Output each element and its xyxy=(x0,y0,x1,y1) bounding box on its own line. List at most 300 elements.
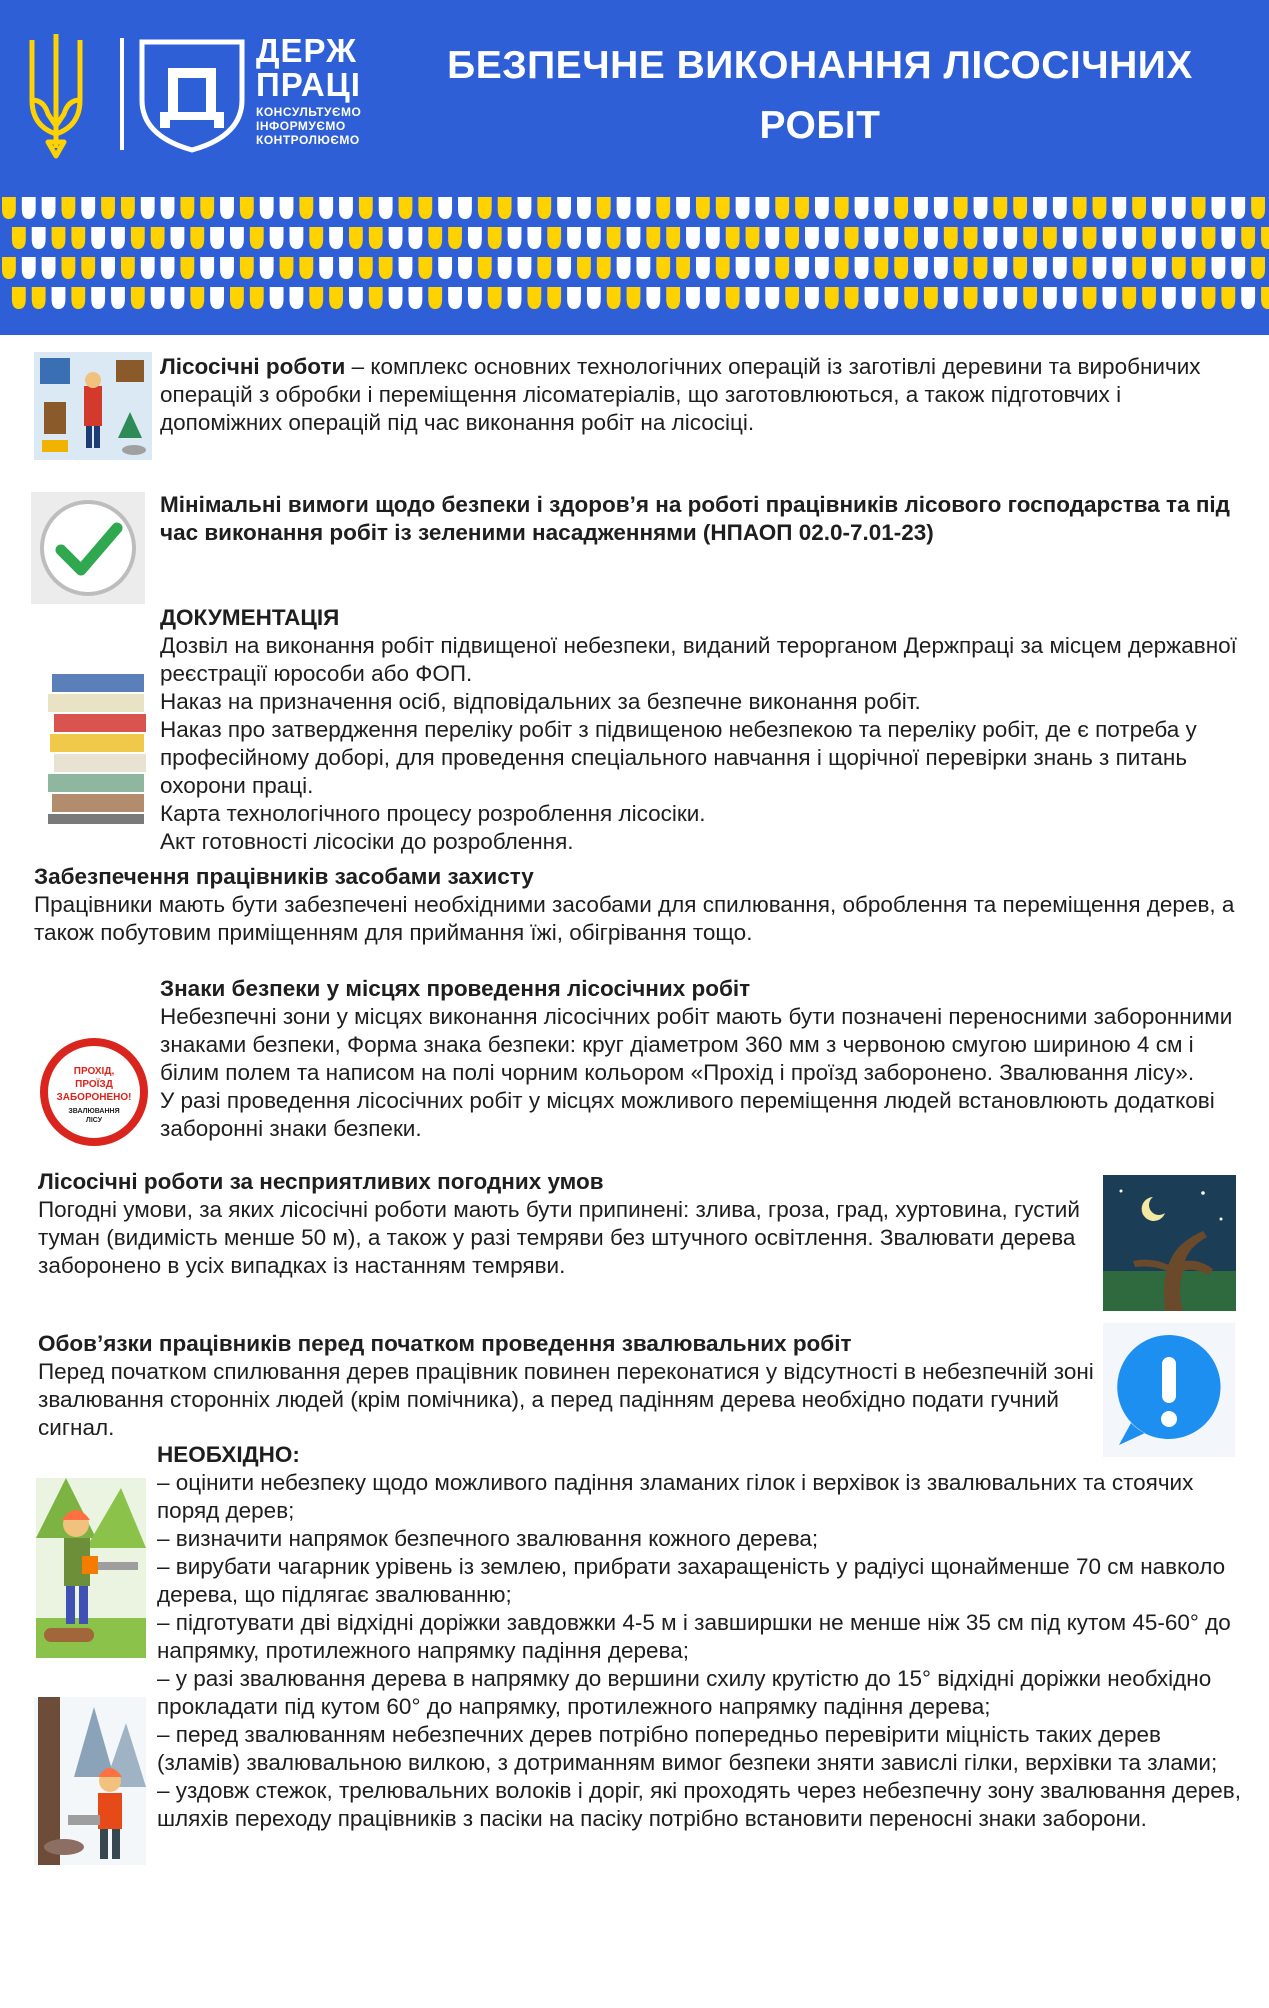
required-item-2: – визначити напрямок безпечного звалювання кожного дерева; xyxy=(157,1526,819,1551)
pattern-shape xyxy=(478,257,492,279)
pattern-shape xyxy=(518,197,532,219)
pattern-shape xyxy=(1023,227,1037,249)
pattern-shape xyxy=(1003,227,1017,249)
pattern-shape xyxy=(1182,287,1196,309)
pattern-shape xyxy=(924,227,938,249)
pattern-shape xyxy=(270,287,284,309)
pattern-shape xyxy=(884,287,898,309)
pattern-shape xyxy=(666,227,680,249)
slogan-1: КОНСУЛЬТУЄМО xyxy=(256,105,362,119)
pattern-shape xyxy=(607,287,621,309)
pattern-shape xyxy=(1063,287,1077,309)
section-requirements-heading xyxy=(160,491,1240,547)
requirements-heading: Мінімальні вимоги щодо безпеки і здоров’я на роботі працівників лісового господарства та під час виконання робіт із зеленими насадженнями (НПАОП 02.0-7.01-23) xyxy=(160,492,1230,545)
pattern-shape xyxy=(1013,197,1027,219)
doc-line-4: Карта технологічного процесу розроблення лісосіки. xyxy=(160,801,706,826)
checkmark-icon xyxy=(31,492,145,604)
pattern-shape xyxy=(1033,197,1047,219)
pattern-shape xyxy=(904,227,918,249)
pattern-shape xyxy=(765,287,779,309)
pattern-shape xyxy=(448,227,462,249)
pattern-shape xyxy=(1122,287,1136,309)
pattern-shape xyxy=(250,227,264,249)
slogan-3: КОНТРОЛЮЄМО xyxy=(256,133,360,147)
signs-heading: Знаки безпеки у місцях проведення лісосічних робіт xyxy=(160,976,751,1001)
pattern-shape xyxy=(22,257,36,279)
pattern-shape xyxy=(825,227,839,249)
pattern-shape xyxy=(329,227,343,249)
pattern-shape xyxy=(210,227,224,249)
pattern-shape xyxy=(260,257,274,279)
pattern-shape xyxy=(983,227,997,249)
divider xyxy=(120,38,124,150)
pattern-shape xyxy=(270,227,284,249)
section-required xyxy=(157,1441,1243,1833)
pattern-shape xyxy=(537,197,551,219)
title-line1: БЕЗПЕЧНЕ ВИКОНАННЯ ЛІСОСІЧНИХ xyxy=(447,44,1193,87)
pattern-shape xyxy=(686,287,700,309)
pattern-shape xyxy=(121,197,135,219)
pattern-shape xyxy=(894,197,908,219)
pattern-shape xyxy=(874,197,888,219)
page-title xyxy=(405,36,1235,156)
pattern-shape xyxy=(587,287,601,309)
pattern-shape xyxy=(865,227,879,249)
pattern-shape xyxy=(369,227,383,249)
pattern-shape xyxy=(42,197,56,219)
pattern-shape xyxy=(934,257,948,279)
pattern-shape xyxy=(399,197,413,219)
pattern-shape xyxy=(141,257,155,279)
pattern-shape xyxy=(874,257,888,279)
pattern-shape xyxy=(399,257,413,279)
pattern-shape xyxy=(1221,287,1235,309)
pattern-shape xyxy=(518,257,532,279)
pattern-shape xyxy=(389,227,403,249)
pattern-shape xyxy=(746,227,760,249)
pattern-shape xyxy=(845,287,859,309)
pattern-shape xyxy=(835,257,849,279)
pattern-shape xyxy=(527,287,541,309)
pattern-shape xyxy=(617,197,631,219)
pattern-shape xyxy=(458,197,472,219)
pattern-shape xyxy=(260,197,274,219)
pattern-shape xyxy=(1043,227,1057,249)
pattern-shape xyxy=(1152,197,1166,219)
pattern-shape xyxy=(359,197,373,219)
pattern-shape xyxy=(1221,227,1235,249)
pattern-shape xyxy=(71,227,85,249)
pattern-shape xyxy=(904,287,918,309)
doc-line-3: Наказ про затвердження переліку робіт з підвищеною небезпекою та переліку робіт, де є потреба у професійному доборі, для проведення спеціального навчання і щорічної перевірки знань з питань охорони праці. xyxy=(160,717,1197,798)
pattern-shape xyxy=(974,257,988,279)
pattern-shape xyxy=(1172,257,1186,279)
required-item-1: – оцінити небезпеку щодо можливого падіння зламаних гілок і верхівок із звалювальних та стоячих поряд дерев; xyxy=(157,1470,1194,1523)
brand-text xyxy=(256,34,361,147)
pattern-shape xyxy=(914,197,928,219)
pattern-shape xyxy=(349,227,363,249)
pattern-shape xyxy=(577,197,591,219)
protection-heading: Забезпечення працівників засобами захисту xyxy=(34,864,534,889)
pattern-shape xyxy=(964,227,978,249)
pattern-shape xyxy=(1053,257,1067,279)
pattern-shape xyxy=(161,197,175,219)
pattern-shape xyxy=(488,227,502,249)
pattern-shape xyxy=(101,257,115,279)
slogan-2: ІНФОРМУЄМО xyxy=(256,119,346,133)
pattern-shape xyxy=(765,227,779,249)
definition-text: – комплекс основних технологічних операцій із заготівлі деревини та виробничих операцій з обробки і переміщення лісоматеріалів, що заготовлюються, а також підготовчих і допоміжних операцій під час виконання робіт на лісосіці. xyxy=(160,354,1201,435)
pattern-shape xyxy=(855,257,869,279)
pattern-shape xyxy=(1231,257,1245,279)
pattern-shape xyxy=(557,257,571,279)
pattern-shape xyxy=(12,227,26,249)
required-item-6: – перед звалюванням небезпечних дерев потрібно попередньо перевірити міцність таких дерев (зламів) звалювальною вилкою, з дотриманням вимог безпеки зняти завислі гілки, верхівки та злами; xyxy=(157,1722,1218,1775)
pattern-shape xyxy=(190,287,204,309)
pattern-shape xyxy=(319,197,333,219)
pattern-shape xyxy=(567,227,581,249)
pattern-shape xyxy=(1033,257,1047,279)
binders-stack-icon xyxy=(44,670,152,826)
pattern-shape xyxy=(855,197,869,219)
pattern-shape xyxy=(1112,197,1126,219)
pattern-shape xyxy=(1241,227,1255,249)
signs-text-2: У разі проведення лісосічних робіт у місцях можливого переміщення людей встановлюють додаткові заборонні знаки безпеки. xyxy=(160,1088,1215,1141)
pattern-shape xyxy=(835,197,849,219)
pattern-shape xyxy=(299,197,313,219)
pattern-shape xyxy=(1261,227,1269,249)
pattern-shape xyxy=(805,287,819,309)
pattern-shape xyxy=(1083,287,1097,309)
pattern-shape xyxy=(2,197,16,219)
pattern-shape xyxy=(1073,257,1087,279)
pattern-shape xyxy=(200,197,214,219)
pattern-shape xyxy=(280,197,294,219)
pattern-shape xyxy=(1102,287,1116,309)
pattern-shape xyxy=(309,287,323,309)
pattern-shape xyxy=(81,257,95,279)
pattern-shape xyxy=(190,227,204,249)
pattern-shape xyxy=(240,257,254,279)
pattern-shape xyxy=(508,287,522,309)
required-item-7: – уздовж стежок, трелювальних волоків і доріг, які проходять через небезпечну зону звалювання дерев, шляхів переходу працівників з пасіки на пасіку потрібно встановити переносні знаки заборони. xyxy=(157,1778,1241,1831)
pattern-shape xyxy=(1202,287,1216,309)
worker-tree-felling-icon xyxy=(34,1697,146,1865)
pattern-shape xyxy=(805,227,819,249)
pattern-shape xyxy=(934,197,948,219)
doc-line-2: Наказ на призначення осіб, відповідальних за безпечне виконання робіт. xyxy=(160,689,921,714)
pattern-shape xyxy=(379,197,393,219)
pattern-shape xyxy=(825,287,839,309)
pattern-shape xyxy=(379,257,393,279)
pattern-shape xyxy=(91,287,105,309)
sign-text-1: ПРОХІД, xyxy=(73,1066,115,1077)
pattern-shape xyxy=(1162,227,1176,249)
pattern-shape xyxy=(468,227,482,249)
pattern-shape xyxy=(1073,197,1087,219)
pattern-shape xyxy=(498,257,512,279)
pattern-shape xyxy=(389,287,403,309)
pattern-shape xyxy=(161,257,175,279)
pattern-shape xyxy=(200,257,214,279)
pattern-shape xyxy=(1132,257,1146,279)
pattern-shape xyxy=(1013,257,1027,279)
pattern-shape xyxy=(81,197,95,219)
pattern-shape xyxy=(210,287,224,309)
pattern-shape xyxy=(52,287,66,309)
exclamation-icon xyxy=(1103,1323,1235,1457)
pattern-shape xyxy=(339,197,353,219)
pattern-shape xyxy=(1053,197,1067,219)
pattern-shape xyxy=(646,227,660,249)
duties-text: Перед початком спилювання дерев працівник повинен переконатися у відсутності в небезпечній зоні звалювання сторонніх людей (крім помічника), а перед падінням дерева необхідно подати гучний сигнал. xyxy=(38,1359,1094,1440)
header-banner xyxy=(0,0,1269,335)
pattern-shape xyxy=(1192,197,1206,219)
pattern-shape xyxy=(1003,287,1017,309)
pattern-shape xyxy=(815,257,829,279)
pattern-shape xyxy=(696,257,710,279)
section-safety-signs xyxy=(160,975,1240,1143)
pattern-shape xyxy=(1023,287,1037,309)
pattern-shape xyxy=(993,257,1007,279)
pattern-shape xyxy=(944,227,958,249)
pattern-shape xyxy=(369,287,383,309)
pattern-shape xyxy=(448,287,462,309)
pattern-shape xyxy=(1182,227,1196,249)
brand-line1: ДЕРЖ xyxy=(256,32,357,69)
duties-heading: Обов’язки працівників перед початком проведення звалювальних робіт xyxy=(38,1331,852,1356)
brand-line2: ПРАЦІ xyxy=(256,66,361,103)
pattern-shape xyxy=(121,257,135,279)
pattern-shape xyxy=(498,197,512,219)
pattern-shape xyxy=(1241,287,1255,309)
pattern-shape xyxy=(458,257,472,279)
pattern-shape xyxy=(329,287,343,309)
section-logging-definition xyxy=(160,353,1240,437)
pattern-shape xyxy=(22,197,36,219)
pattern-shape xyxy=(1172,197,1186,219)
pattern-shape xyxy=(101,197,115,219)
pattern-shape xyxy=(1251,257,1265,279)
pattern-shape xyxy=(597,197,611,219)
sign-text-3: ЗАБОРОНЕНО! xyxy=(56,1092,132,1103)
pattern-shape xyxy=(1063,227,1077,249)
pattern-shape xyxy=(795,257,809,279)
pattern-shape xyxy=(954,197,968,219)
pattern-shape xyxy=(656,197,670,219)
pattern-shape xyxy=(408,227,422,249)
pattern-shape xyxy=(418,197,432,219)
required-heading: НЕОБХІДНО: xyxy=(157,1442,300,1467)
title-line2: РОБІТ xyxy=(759,104,881,147)
pattern-shape xyxy=(141,197,155,219)
doc-line-1: Дозвіл на виконання робіт підвищеної небезпеки, виданий терорганом Держпраці за місцем державної реєстрації юрособи або ФОП. xyxy=(160,633,1237,686)
pattern-shape xyxy=(587,227,601,249)
pattern-shape xyxy=(716,197,730,219)
pattern-shape xyxy=(865,287,879,309)
pattern-shape xyxy=(339,257,353,279)
pattern-shape xyxy=(1142,287,1156,309)
pattern-shape xyxy=(706,227,720,249)
pattern-shape xyxy=(755,197,769,219)
pattern-shape xyxy=(1212,257,1226,279)
pattern-shape xyxy=(52,227,66,249)
pattern-shape xyxy=(290,227,304,249)
documentation-heading: ДОКУМЕНТАЦІЯ xyxy=(160,605,340,630)
pattern-shape xyxy=(230,227,244,249)
pattern-shape xyxy=(577,257,591,279)
required-item-5: – у разі звалювання дерева в напрямку до вершини схилу крутістю до 15° відхідні доріжки необхідно прокладати під кутом 60° до напрямку, протилежного напрямку падіння дерева; xyxy=(157,1666,1212,1719)
shield-logo-icon xyxy=(138,38,246,154)
section-documentation xyxy=(160,604,1240,856)
pattern-shape xyxy=(428,287,442,309)
pattern-shape xyxy=(726,227,740,249)
pattern-shape xyxy=(1093,197,1107,219)
pattern-shape xyxy=(230,287,244,309)
weather-heading: Лісосічні роботи за несприятливих погодних умов xyxy=(38,1169,604,1194)
required-item-3: – вирубати чагарник урівень із землею, прибрати захаращеність у радіусі щонайменше 70 см навколо дерева, що підлягає звалюванню; xyxy=(157,1554,1226,1607)
pattern-shape xyxy=(547,287,561,309)
pattern-shape xyxy=(180,197,194,219)
pattern-shape xyxy=(220,257,234,279)
pattern-shape xyxy=(240,197,254,219)
pattern-shape xyxy=(815,197,829,219)
pattern-shape xyxy=(438,197,452,219)
lumberjack-chainsaw-icon xyxy=(36,1478,146,1658)
pattern-shape xyxy=(785,287,799,309)
sign-text-4: ЗВАЛЮВАННЯ xyxy=(68,1108,120,1115)
pattern-shape xyxy=(1112,257,1126,279)
pattern-shape xyxy=(1142,227,1156,249)
pattern-shape xyxy=(1132,197,1146,219)
required-item-4: – підготувати дві відхідні доріжки завдовжки 4-5 м і завширшки не менше ніж 35 см під кутом 45-60° до напрямку, протилежного напрямку падіння дерева; xyxy=(157,1610,1231,1663)
pattern-shape xyxy=(686,227,700,249)
pattern-shape xyxy=(894,257,908,279)
pattern-shape xyxy=(646,287,660,309)
trident-icon xyxy=(26,30,86,160)
pattern-shape xyxy=(637,257,651,279)
pattern-shape xyxy=(61,197,75,219)
pattern-shape xyxy=(795,197,809,219)
pattern-shape xyxy=(1212,197,1226,219)
pattern-shape xyxy=(299,257,313,279)
pattern-shape xyxy=(468,287,482,309)
pattern-shape xyxy=(983,287,997,309)
pattern-shape xyxy=(1202,227,1216,249)
section-bad-weather xyxy=(38,1168,1098,1280)
pattern-shape xyxy=(1152,257,1166,279)
doc-line-5: Акт готовності лісосіки до розроблення. xyxy=(160,829,574,854)
pattern-shape xyxy=(220,197,234,219)
pattern-shape xyxy=(408,287,422,309)
pattern-shape xyxy=(1231,197,1245,219)
signs-text-1: Небезпечні зони у місцях виконання лісосічних робіт мають бути позначені переносними заборонними знаками безпеки, Форма знака безпеки: круг діаметром 360 мм з червоною смугою шириною 4 см і білим полем та написом на полі чорним кольором «Прохід і проїзд заборонено. Звалювання лісу». xyxy=(160,1004,1233,1085)
pattern-shape xyxy=(280,257,294,279)
pattern-shape xyxy=(706,287,720,309)
pattern-shape xyxy=(508,227,522,249)
pattern-shape xyxy=(2,257,16,279)
protection-text: Працівники мають бути забезпечені необхідними засобами для спилювання, оброблення та переміщення дерев, а також побутовим приміщенням для приймання їжі, обігрівання тощо. xyxy=(34,892,1235,945)
pattern-shape xyxy=(676,197,690,219)
pattern-shape xyxy=(993,197,1007,219)
pattern-shape xyxy=(944,287,958,309)
pattern-shape xyxy=(914,257,928,279)
pattern-shape xyxy=(171,287,185,309)
pattern-shape xyxy=(1083,227,1097,249)
pattern-shape xyxy=(974,197,988,219)
pattern-shape xyxy=(726,287,740,309)
forestry-illustration-icon xyxy=(34,352,152,460)
pattern-shape xyxy=(1093,257,1107,279)
pattern-shape xyxy=(755,257,769,279)
term-logging: Лісосічні роботи xyxy=(160,354,346,379)
weather-text: Погодні умови, за яких лісосічні роботи мають бути припинені: злива, гроза, град, хуртовина, густий туман (видимість менше 50 м), а також у разі темряви без штучного освітлення. Звалювати дерева заборонено в усіх випадках із настанням темряви. xyxy=(38,1197,1080,1278)
section-protection xyxy=(34,863,1240,947)
pattern-shape xyxy=(736,257,750,279)
pattern-shape xyxy=(845,227,859,249)
prohibition-sign-icon xyxy=(40,1038,148,1146)
pattern-shape xyxy=(91,227,105,249)
sign-text-2: ПРОЇЗД xyxy=(75,1079,113,1090)
pattern-shape xyxy=(131,287,145,309)
pattern-shape xyxy=(547,227,561,249)
pattern-shape xyxy=(597,257,611,279)
pattern-shape xyxy=(736,197,750,219)
pattern-shape xyxy=(32,287,46,309)
pattern-shape xyxy=(12,287,26,309)
night-tree-icon xyxy=(1103,1175,1236,1311)
pattern-shape xyxy=(557,197,571,219)
pattern-shape xyxy=(1251,197,1265,219)
pattern-shape xyxy=(1043,287,1057,309)
section-duties xyxy=(38,1330,1098,1442)
pattern-shape xyxy=(42,257,56,279)
pattern-shape xyxy=(309,227,323,249)
pattern-shape xyxy=(676,257,690,279)
pattern-shape xyxy=(637,197,651,219)
pattern-shape xyxy=(567,287,581,309)
pattern-shape xyxy=(349,287,363,309)
pattern-shape xyxy=(32,227,46,249)
pattern-shape xyxy=(180,257,194,279)
pattern-shape xyxy=(478,197,492,219)
pattern-shape xyxy=(716,257,730,279)
pattern-shape xyxy=(527,227,541,249)
pattern-shape xyxy=(1102,227,1116,249)
pattern-shape xyxy=(438,257,452,279)
pattern-shape xyxy=(775,257,789,279)
pattern-shape xyxy=(1162,287,1176,309)
pattern-shape xyxy=(746,287,760,309)
pattern-shape xyxy=(1261,287,1269,309)
pattern-shape xyxy=(627,287,641,309)
pattern-shape xyxy=(775,197,789,219)
pattern-shape xyxy=(1122,227,1136,249)
pattern-shape xyxy=(785,227,799,249)
pattern-shape xyxy=(666,287,680,309)
decorative-pattern xyxy=(0,195,1269,320)
sign-text-5: ЛІСУ xyxy=(85,1117,103,1124)
pattern-shape xyxy=(418,257,432,279)
pattern-shape xyxy=(924,287,938,309)
pattern-shape xyxy=(319,257,333,279)
pattern-shape xyxy=(537,257,551,279)
pattern-shape xyxy=(250,287,264,309)
pattern-shape xyxy=(131,227,145,249)
pattern-shape xyxy=(61,257,75,279)
pattern-shape xyxy=(488,287,502,309)
pattern-shape xyxy=(111,287,125,309)
